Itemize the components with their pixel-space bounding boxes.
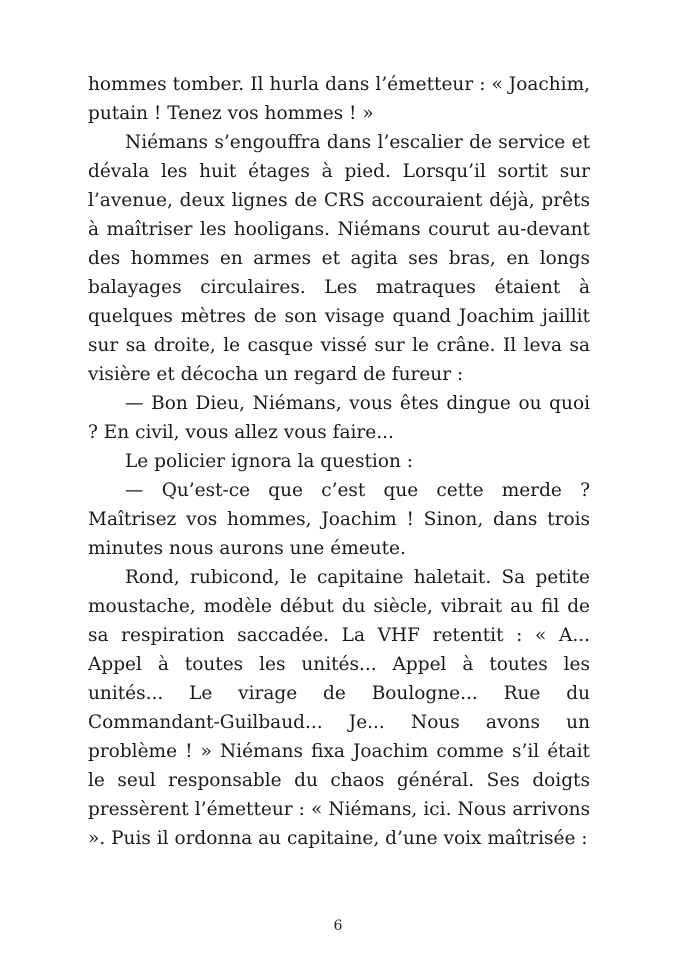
paragraph: hommes tomber. Il hurla dans l’émetteur : « Joachim, putain ! Tenez vos hommes ! »	[88, 74, 590, 124]
paragraph: Niémans s’engouffra dans l’escalier de service et dévala les huit étages à pied. Lorsqu’il sortit sur l’avenue, deux lignes de CRS accouraient déjà, prêts à maîtriser les hooligans. Niémans courut au-devant des hommes en armes et agita ses bras, en longs balayages circulaires. Les matraques étaient à quelques mètres de son visage quand Joachim jaillit sur sa droite, le casque vissé sur le crâne. Il leva sa visière et décocha un regard de fureur :	[88, 132, 590, 385]
page-text	[88, 70, 590, 853]
paragraph: — Bon Dieu, Niémans, vous êtes dingue ou quoi ? En civil, vous allez vous faire...	[88, 393, 590, 443]
page-number: 6	[333, 918, 343, 934]
paragraph: — Qu’est-ce que c’est que cette merde ? Maîtrisez vos hommes, Joachim ! Sinon, dans trois minutes nous aurons une émeute.	[88, 480, 590, 559]
paragraph: Le policier ignora la question :	[125, 451, 413, 472]
page-footer	[0, 915, 676, 934]
paragraph: Rond, rubicond, le capitaine haletait. Sa petite moustache, modèle début du siècle, vibrait au fil de sa respiration saccadée. La VHF retentit : « A... Appel à toutes les unités... Appel à toutes les unités... Le virage de Boulogne... Rue du Commandant-Guilbaud... Je... Nous avons un problème ! » Niémans fixa Joachim comme s’il était le seul responsable du chaos général. Ses doigts pressèrent l’émetteur : « Niémans, ici. Nous arrivons ». Puis il ordonna au capitaine, d’une voix maîtrisée :	[88, 567, 590, 849]
